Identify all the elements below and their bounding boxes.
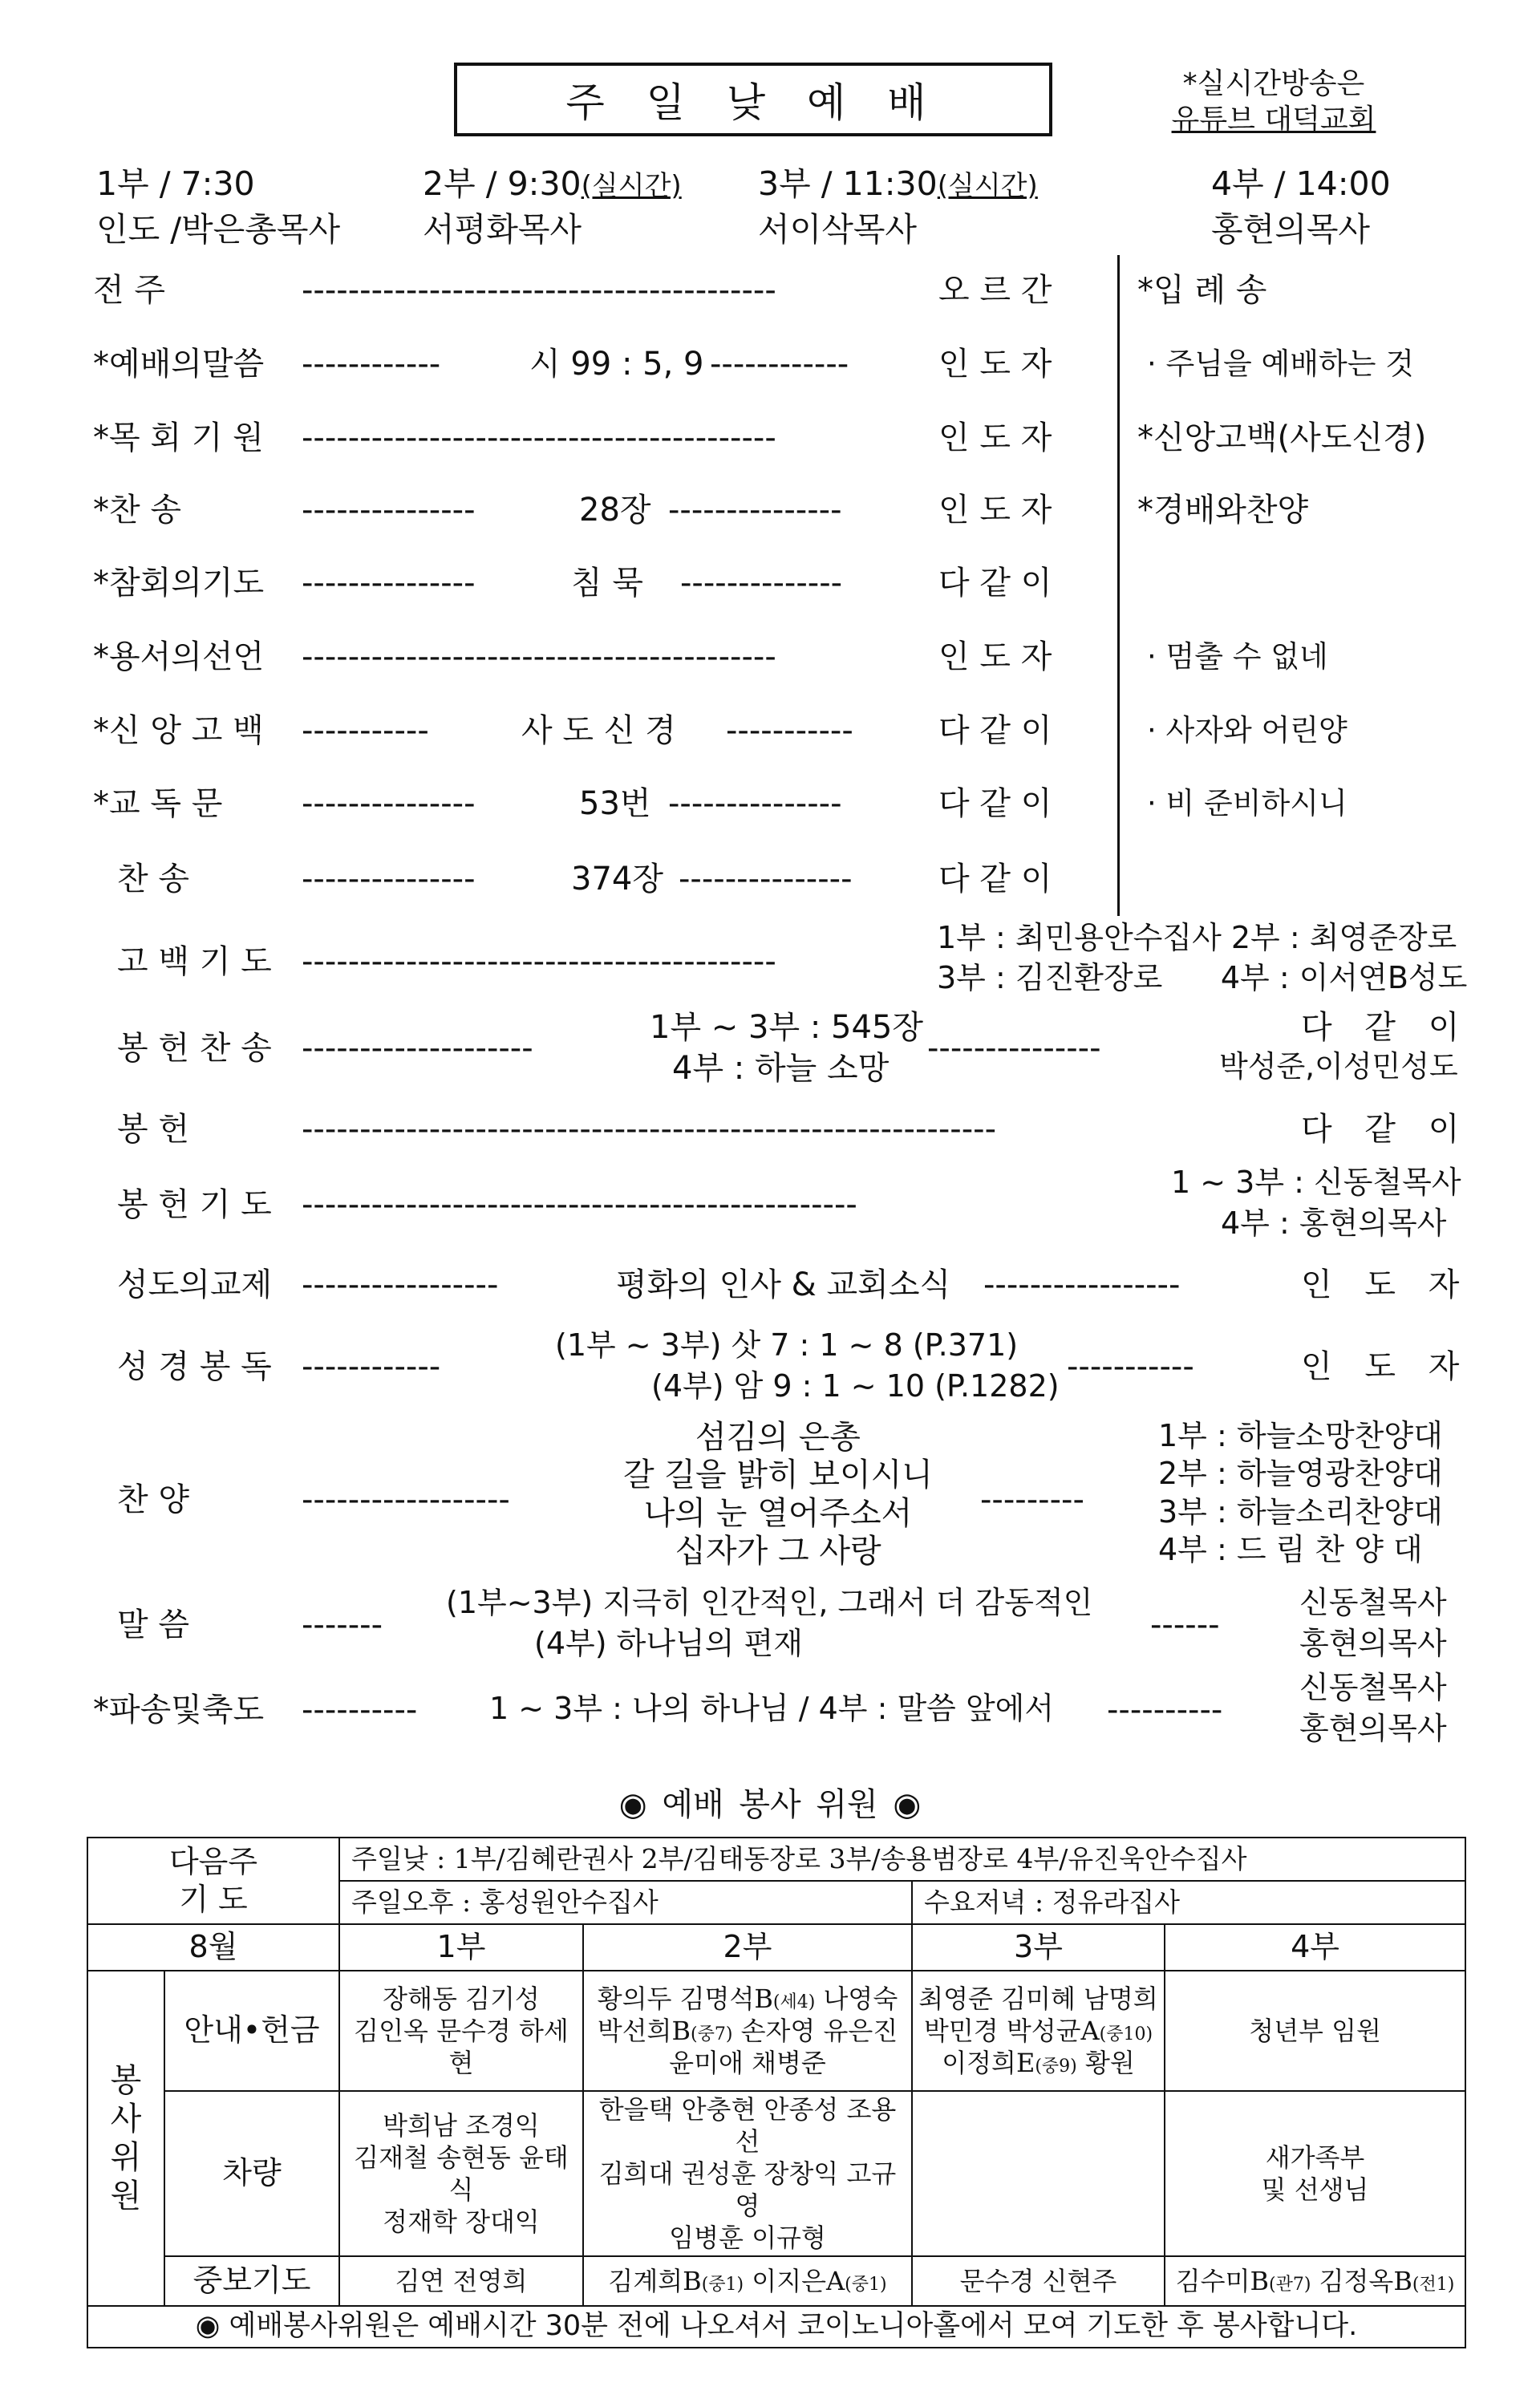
order-dashes-left: --------------- [302,565,476,602]
order-who: 다 같 이 [938,712,1052,749]
benediction-middle: 1 ~ 3부 : 나의 하나님 / 4부 : 말씀 앞에서 [489,1691,1055,1726]
sermon-dashes-right: ------ [1150,1607,1220,1643]
offering-prayer-dashes: ------------------------------------------------ [302,1186,857,1223]
order-dashes: ----------------------------------------- [302,638,776,675]
benediction-dashes-right: ---------- [1107,1692,1223,1728]
service-3-time [758,164,1038,204]
next-week-label: 다음주 기 도 [87,1838,339,1924]
col-header: 3부 [912,1924,1165,1971]
scripture-who: 인 도 자 [1301,1348,1471,1385]
next-week-afternoon: 주일오후 : 홍성원안수집사 [339,1881,912,1924]
service-4-time: 4부 / 14:00 [1211,164,1391,203]
anthem-choir: 2부 : 하늘영광찬양대 [1158,1456,1443,1491]
order-who: 인 도 자 [938,346,1052,383]
prayer-label: 고 백 기 도 [117,943,272,980]
order-who: 인 도 자 [938,419,1052,456]
broadcast-note-line2: 유튜브 대덕교회 [1171,103,1376,136]
service-2-leader: 서평화목사 [423,210,582,249]
sermon-who1: 신동철목사 [1299,1585,1447,1620]
fellowship-label: 성도의교제 [117,1266,273,1303]
intercede-p2: 김계희B(중1) 이지은A(중1) [583,2256,912,2306]
sermon-label: 말 씀 [117,1607,189,1643]
offering-song-dashes-left: -------------------- [302,1030,533,1067]
committee-footer: ◉ 예배봉사위원은 예배시간 30분 전에 나오셔서 코이노니아홀에서 모여 기도한 후 봉사합니다. [87,2306,1465,2348]
order-dashes-left: ------------ [302,346,441,383]
page-title: 주 일 낮 예 배 [454,63,1052,136]
sermon-dashes-left: ------- [302,1607,383,1643]
order-dashes-right: --------------- [679,861,853,898]
guide-label: 안내•헌금 [164,1971,339,2091]
guide-p1: 장해동 김기성 김인옥 문수경 하세현 [339,1971,583,2091]
order-label: 전 주 [93,272,165,309]
car-p3 [912,2091,1165,2256]
offering-prayer-who2: 4부 : 홍현의목사 [1221,1206,1447,1241]
benediction-dashes-left: ---------- [302,1692,418,1728]
broadcast-note [1145,66,1402,138]
order-middle: 28장 [579,492,651,529]
offering-song-label: 봉 헌 찬 송 [117,1030,272,1067]
scripture-mid1: (1부 ~ 3부) 삿 7 : 1 ~ 8 (P.371) [555,1327,1019,1363]
next-week-wednesday: 수요저녁 : 정유라집사 [912,1881,1465,1924]
order-label: *용서의선언 [93,638,265,675]
order-who: 다 같 이 [938,861,1052,898]
prayer-line1: 1부 : 최민용안수집사 2부 : 최영준장로 [937,920,1457,955]
offering-label: 봉 헌 [117,1111,189,1148]
sermon-mid1: (1부~3부) 지극히 인간적인, 그래서 더 감동적인 [446,1585,1093,1620]
order-who: 오 르 간 [938,272,1052,309]
car-p2: 한을택 안충현 안종성 조용선 김희대 권성훈 장창익 고규영 임병훈 이규형 [583,2091,912,2256]
service-3-time-text: 3부 / 11:30 [758,164,938,203]
order-middle: 53번 [579,785,651,822]
anthem-song: 갈 길을 밝히 보이시니 [623,1457,933,1493]
anthem-dashes-right: --------- [980,1481,1084,1518]
order-label: *참회의기도 [93,565,265,602]
anthem-choir: 1부 : 하늘소망찬양대 [1158,1418,1443,1453]
scripture-dashes-left: ------------ [302,1348,441,1385]
sidebar-item: · 멈출 수 없네 [1147,639,1328,674]
anthem-choir: 4부 : 드 림 찬 양 대 [1158,1532,1423,1567]
guide-p3: 최영준 김미혜 남명희 박민경 박성균A(중10) 이정희E(중9) 황원 [912,1971,1165,2091]
intercede-p1: 김연 전영희 [339,2256,583,2306]
guide-p4: 청년부 임원 [1165,1971,1465,2091]
order-dashes-right: --------------- [668,785,842,822]
scripture-label: 성 경 봉 독 [117,1348,272,1385]
order-dashes-right: --------------- [668,492,842,529]
offering-prayer-label: 봉 헌 기 도 [117,1186,272,1223]
order-label: *신 앙 고 백 [93,712,264,749]
order-dashes-right: ----------- [726,712,853,749]
order-dashes: ----------------------------------------- [302,419,776,456]
order-middle: 시 99 : 5, 9 [529,346,704,383]
anthem-label: 찬 양 [117,1481,189,1518]
sidebar-item: *신앙고백(사도신경) [1137,419,1427,456]
volunteers-side-label: 봉사위원 [87,1971,164,2306]
order-middle: 침 묵 [571,565,643,602]
committee-table [87,1837,1466,2348]
broadcast-note-line1: *실시간방송은 [1182,67,1365,100]
guide-p2: 황의두 김명석B(세4) 나영숙 박선희B(중7) 손자영 유은진 윤미애 채병준 [583,1971,912,2091]
service-2-time [423,164,682,204]
scripture-mid2: (4부) 암 9 : 1 ~ 10 (P.1282) [651,1368,1060,1404]
anthem-dashes-left: ------------------ [302,1481,510,1518]
col-header: 2부 [583,1924,912,1971]
order-dashes-left: --------------- [302,492,476,529]
order-label: *찬 송 [93,492,181,529]
sidebar-divider [1117,255,1120,916]
prayer-dashes: ----------------------------------------- [302,943,776,980]
order-label: *교 독 문 [93,785,223,822]
sermon-mid2: (4부) 하나님의 편재 [534,1626,803,1661]
order-label: 찬 송 [117,861,189,898]
service-1-leader: 인도 /박은총목사 [96,210,341,249]
order-label: *목 회 기 원 [93,419,264,456]
order-middle: 374장 [571,861,663,898]
order-dashes-right: ------------ [710,346,849,383]
offering-song-mid2: 4부 : 하늘 소망 [672,1050,890,1087]
fellowship-dashes-right: ----------------- [983,1266,1181,1303]
intercede-p4: 김수미B(관7) 김정옥B(전1) [1165,2256,1465,2306]
sidebar-item: · 사자와 어린양 [1147,713,1348,748]
sermon-who2: 홍현의목사 [1299,1626,1447,1661]
order-dashes-right: -------------- [680,565,843,602]
offering-prayer-who1: 1 ~ 3부 : 신동철목사 [1171,1165,1461,1200]
car-p4: 새가족부 및 선생님 [1165,2091,1465,2256]
anthem-choir: 3부 : 하늘소리찬양대 [1158,1494,1443,1530]
offering-song-mid1: 1부 ~ 3부 : 545장 [650,1009,924,1046]
col-header: 1부 [339,1924,583,1971]
order-who: 다 같 이 [938,565,1052,602]
scripture-dashes-right: ----------- [1067,1348,1194,1385]
order-who: 다 같 이 [938,785,1052,822]
order-dashes-left: --------------- [302,785,476,822]
order-who: 인 도 자 [938,492,1052,529]
car-p1: 박희남 조경익 김재철 송현동 윤태식 정재학 장대익 [339,2091,583,2256]
month-label: 8월 [87,1924,339,1971]
car-label: 차량 [164,2091,339,2256]
intercede-label: 중보기도 [164,2256,339,2306]
service-1-time: 1부 / 7:30 [96,164,255,203]
anthem-song: 십자가 그 사랑 [675,1533,881,1570]
service-2-time-text: 2부 / 9:30 [423,164,582,203]
intercede-p3: 문수경 신현주 [912,2256,1165,2306]
prayer-line2: 3부 : 김진환장로 4부 : 이서연B성도 [937,960,1468,995]
fellowship-who: 인 도 자 [1301,1266,1471,1303]
offering-who: 다 같 이 [1301,1111,1471,1148]
service-3-leader: 서이삭목사 [758,210,918,249]
sidebar-item: *경배와찬양 [1137,492,1309,529]
sidebar-item: · 주님을 예배하는 것 [1147,346,1414,381]
committee-heading: ◉ 예배 봉사 위원 ◉ [618,1786,922,1823]
service-3-live: (실시간) [937,170,1038,202]
anthem-song: 섬김의 은총 [695,1419,861,1456]
offering-song-who1: 다 같 이 [1301,1009,1471,1046]
benediction-who2: 홍현의목사 [1299,1711,1447,1746]
order-dashes-left: ----------- [302,712,429,749]
benediction-who1: 신동철목사 [1299,1670,1447,1705]
anthem-song: 나의 눈 열어주소서 [643,1495,913,1532]
fellowship-middle: 평화의 인사 & 교회소식 [616,1266,951,1303]
order-label: *예배의말씀 [93,346,265,383]
col-header: 4부 [1165,1924,1465,1971]
order-dashes: ----------------------------------------- [302,272,776,309]
next-week-sunday: 주일낮 : 1부/김혜란권사 2부/김태동장로 3부/송용범장로 4부/유진욱안수집사 [339,1838,1465,1881]
fellowship-dashes-left: ----------------- [302,1266,499,1303]
offering-song-dashes-right: --------------- [927,1030,1101,1067]
service-2-live: (실시간) [581,170,682,202]
order-dashes-left: --------------- [302,861,476,898]
offering-song-who2: 박성준,이성민성도 [1219,1049,1458,1084]
sidebar-item: *입 례 송 [1137,272,1267,309]
service-4-leader: 홍현의목사 [1211,210,1371,249]
benediction-label: *파송및축도 [93,1692,265,1728]
sidebar-item: · 비 준비하시니 [1147,786,1348,821]
order-middle: 사 도 신 경 [521,712,676,749]
order-who: 인 도 자 [938,638,1052,675]
offering-dashes: ------------------------------------------------------------ [302,1111,997,1148]
